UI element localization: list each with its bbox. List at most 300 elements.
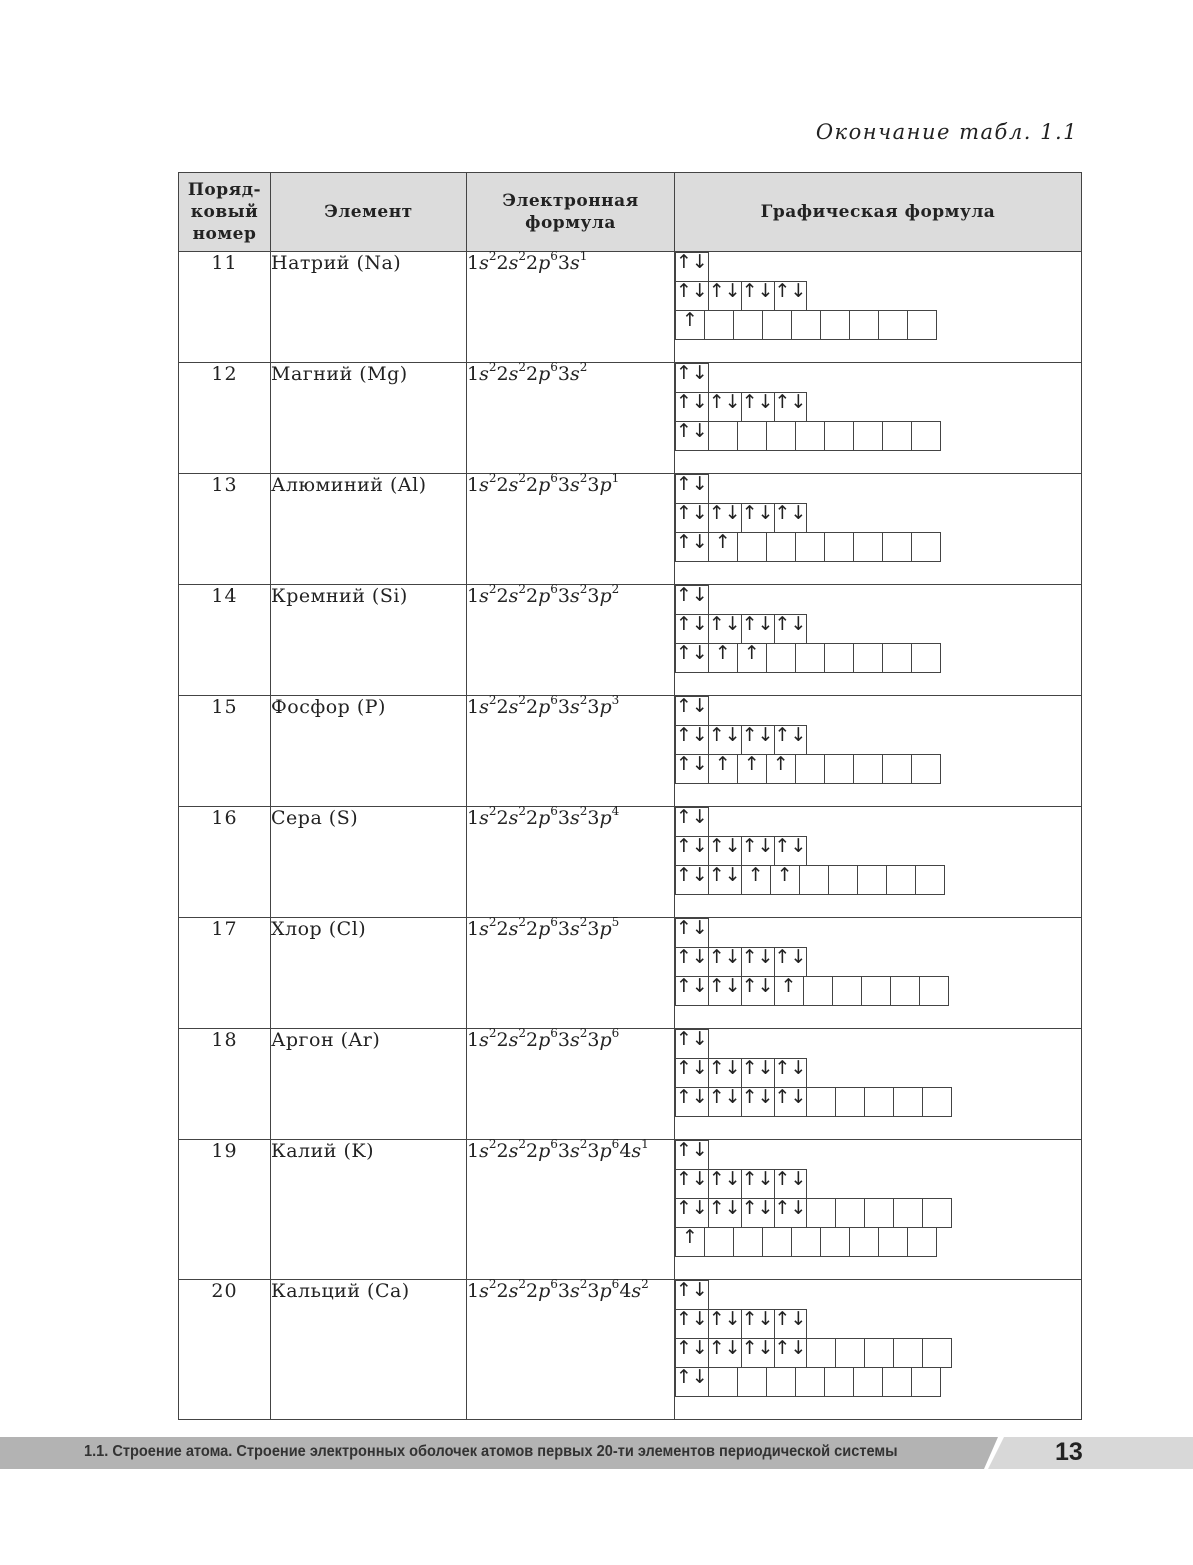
- formula-term: 2: [526, 918, 539, 940]
- orbital-empty-cell: [795, 755, 824, 784]
- electron-formula: [467, 915, 675, 1029]
- formula-term: 1: [467, 807, 480, 829]
- orbital-level: [675, 1338, 1081, 1368]
- formula-term: 1: [467, 1140, 480, 1162]
- formula-term: 1: [467, 585, 480, 607]
- orbital-paired-icon: ↑↓: [676, 808, 709, 837]
- orbital-single-icon: ↑: [774, 977, 803, 1006]
- orbital-single-icon: ↑: [737, 755, 766, 784]
- formula-exponent: 2: [518, 360, 526, 374]
- orbital-empty-cell: [766, 533, 795, 562]
- header-number: Поряд- ковый номер: [179, 173, 271, 252]
- formula-term: s: [570, 363, 580, 385]
- formula-term: 2: [526, 363, 539, 385]
- orbital-empty-cell: [807, 1088, 836, 1117]
- formula-exponent: 2: [579, 471, 588, 485]
- formula-exponent: 2: [518, 1137, 526, 1151]
- formula-exponent: 2: [611, 582, 620, 596]
- electron-formula: [467, 471, 675, 585]
- orbital-empty-cell: [792, 1228, 821, 1257]
- formula-term: s: [570, 252, 580, 274]
- electron-formula: [467, 1137, 675, 1280]
- orbital-paired-icon: ↑↓: [774, 837, 807, 866]
- atomic-number: 17: [179, 918, 271, 1029]
- orbital-empty-cell: [828, 866, 857, 895]
- orbital-paired-icon: ↑↓: [676, 1170, 709, 1199]
- formula-term: s: [479, 474, 489, 496]
- orbital-paired-icon: ↑↓: [676, 586, 709, 615]
- formula-exponent: 2: [488, 249, 497, 263]
- element-name: Сера (S): [271, 807, 467, 918]
- formula-term: s: [479, 918, 489, 940]
- table-row: [179, 585, 1082, 696]
- orbital-level: [675, 252, 1081, 282]
- orbital-empty-cell: [850, 311, 879, 340]
- formula-term: 3: [587, 918, 600, 940]
- orbital-paired-icon: ↑↓: [676, 948, 709, 977]
- orbital-paired-icon: ↑↓: [708, 282, 741, 311]
- table-row: [179, 1140, 1082, 1280]
- orbital-empty-cell: [915, 866, 944, 895]
- orbital-level: [675, 363, 1081, 393]
- orbital-paired-icon: ↑↓: [676, 977, 709, 1006]
- graphic-formula: [675, 918, 1082, 1029]
- formula-term: 4: [619, 1280, 632, 1302]
- table-row: [179, 474, 1082, 585]
- orbital-level: [675, 1309, 1081, 1339]
- orbital-empty-cell: [882, 1368, 911, 1397]
- orbital-empty-cell: [879, 1228, 908, 1257]
- orbital-level: [675, 392, 1081, 422]
- formula-term: 2: [496, 474, 509, 496]
- formula-term: 3: [587, 474, 600, 496]
- formula-term: s: [479, 363, 489, 385]
- table-body: [179, 249, 1082, 1420]
- orbital-level: [675, 421, 1081, 451]
- orbital-empty-cell: [923, 1339, 952, 1368]
- electron-formula: [467, 360, 675, 474]
- orbital-paired-icon: ↑↓: [741, 1088, 774, 1117]
- table-header-row: [179, 173, 1082, 252]
- formula-term: 2: [496, 1029, 509, 1051]
- atomic-number: 19: [179, 1140, 271, 1280]
- orbital-empty-cell: [824, 533, 853, 562]
- orbital-level: [675, 1029, 1081, 1059]
- formula-term: s: [570, 1029, 580, 1051]
- formula-exponent: 6: [611, 1026, 620, 1040]
- formula-term: s: [479, 252, 489, 274]
- formula-term: s: [479, 1280, 489, 1302]
- orbital-paired-icon: ↑↓: [774, 615, 807, 644]
- formula-exponent: 2: [641, 1277, 649, 1291]
- orbital-level: [675, 614, 1081, 644]
- orbital-paired-icon: ↑↓: [676, 1339, 709, 1368]
- formula-term: 2: [526, 1140, 539, 1162]
- formula-term: 2: [526, 696, 539, 718]
- orbital-empty-cell: [894, 1199, 923, 1228]
- orbital-empty-cell: [911, 755, 940, 784]
- formula-term: 1: [467, 918, 480, 940]
- formula-term: 1: [467, 252, 480, 274]
- atomic-number: 15: [179, 696, 271, 807]
- orbital-paired-icon: ↑↓: [774, 1088, 807, 1117]
- orbital-paired-icon: ↑↓: [708, 1310, 741, 1339]
- formula-exponent: 2: [488, 1137, 497, 1151]
- formula-term: s: [508, 1280, 519, 1302]
- formula-term: 1: [467, 1280, 480, 1302]
- orbital-empty-cell: [894, 1339, 923, 1368]
- formula-term: s: [479, 1140, 489, 1162]
- formula-term: p: [538, 474, 551, 496]
- graphic-formula: [675, 474, 1082, 585]
- orbital-paired-icon: ↑↓: [774, 1199, 807, 1228]
- formula-exponent: 2: [579, 915, 588, 929]
- formula-exponent: 4: [611, 804, 620, 818]
- formula-term: p: [599, 918, 612, 940]
- element-name: Фосфор (P): [271, 696, 467, 807]
- formula-term: s: [479, 807, 489, 829]
- orbital-empty-cell: [705, 1228, 734, 1257]
- orbital-paired-icon: ↑↓: [708, 977, 741, 1006]
- graphic-formula: [675, 1280, 1082, 1420]
- table-caption: Окончание табл. 1.1: [815, 120, 1078, 144]
- formula-exponent: 6: [550, 1277, 558, 1291]
- orbital-empty-cell: [766, 644, 795, 673]
- orbital-level: [675, 474, 1081, 504]
- orbital-level: [675, 836, 1081, 866]
- formula-exponent: 6: [550, 915, 558, 929]
- formula-term: 3: [587, 585, 600, 607]
- table-row: [179, 1029, 1082, 1140]
- orbital-empty-cell: [908, 1228, 937, 1257]
- electron-formula: [467, 1026, 675, 1140]
- orbital-empty-cell: [886, 866, 915, 895]
- orbital-paired-icon: ↑↓: [676, 615, 709, 644]
- orbital-paired-icon: ↑↓: [676, 1030, 709, 1059]
- orbital-single-icon: ↑: [766, 755, 795, 784]
- orbital-level: [675, 1058, 1081, 1088]
- orbital-level: [675, 1140, 1081, 1170]
- orbital-paired-icon: ↑↓: [708, 1059, 741, 1088]
- orbital-empty-cell: [908, 311, 937, 340]
- orbital-single-icon: ↑: [708, 755, 737, 784]
- orbital-level: [675, 1367, 1081, 1397]
- atomic-number: 13: [179, 474, 271, 585]
- orbital-empty-cell: [763, 311, 792, 340]
- orbital-paired-icon: ↑↓: [708, 948, 741, 977]
- formula-term: 3: [557, 918, 570, 940]
- table-row: [179, 918, 1082, 1029]
- orbital-empty-cell: [882, 533, 911, 562]
- orbital-empty-cell: [911, 644, 940, 673]
- formula-term: s: [570, 918, 580, 940]
- orbital-single-icon: ↑: [676, 1228, 705, 1257]
- orbital-paired-icon: ↑↓: [741, 504, 774, 533]
- orbital-paired-icon: ↑↓: [676, 697, 709, 726]
- orbital-empty-cell: [923, 1088, 952, 1117]
- formula-exponent: 2: [488, 1026, 497, 1040]
- orbital-paired-icon: ↑↓: [708, 1339, 741, 1368]
- graphic-formula: [675, 696, 1082, 807]
- orbital-empty-cell: [824, 1368, 853, 1397]
- orbital-empty-cell: [861, 977, 890, 1006]
- formula-term: 3: [557, 696, 570, 718]
- orbital-empty-cell: [911, 422, 940, 451]
- formula-exponent: 6: [550, 360, 558, 374]
- orbital-empty-cell: [737, 1368, 766, 1397]
- formula-term: 2: [496, 696, 509, 718]
- formula-exponent: 2: [579, 693, 588, 707]
- formula-exponent: 6: [611, 1137, 620, 1151]
- formula-term: 3: [557, 474, 570, 496]
- formula-exponent: 2: [518, 471, 526, 485]
- orbital-empty-cell: [882, 422, 911, 451]
- table-row: [179, 807, 1082, 918]
- orbital-paired-icon: ↑↓: [774, 1339, 807, 1368]
- electron-formula: [467, 582, 675, 696]
- graphic-formula: [675, 585, 1082, 696]
- header-formula: Электронная формула: [467, 173, 675, 252]
- orbital-paired-icon: ↑↓: [741, 1199, 774, 1228]
- orbital-level: [675, 725, 1081, 755]
- graphic-formula: [675, 807, 1082, 918]
- orbital-empty-cell: [853, 1368, 882, 1397]
- formula-exponent: 1: [579, 249, 588, 263]
- formula-exponent: 6: [550, 582, 558, 596]
- orbital-paired-icon: ↑↓: [741, 615, 774, 644]
- formula-term: 2: [496, 252, 509, 274]
- orbital-empty-cell: [795, 533, 824, 562]
- orbital-paired-icon: ↑↓: [774, 504, 807, 533]
- orbital-empty-cell: [734, 311, 763, 340]
- page-footer: [0, 1437, 1193, 1469]
- formula-term: 3: [557, 585, 570, 607]
- formula-exponent: 2: [579, 1137, 588, 1151]
- element-name: Калий (K): [271, 1140, 467, 1280]
- orbital-empty-cell: [821, 311, 850, 340]
- orbital-paired-icon: ↑↓: [741, 1310, 774, 1339]
- formula-exponent: 2: [579, 360, 588, 374]
- orbital-empty-cell: [865, 1199, 894, 1228]
- formula-term: s: [479, 696, 489, 718]
- graphic-formula: [675, 1029, 1082, 1140]
- formula-term: p: [599, 585, 612, 607]
- formula-term: 3: [587, 1029, 600, 1051]
- orbital-empty-cell: [795, 422, 824, 451]
- orbital-empty-cell: [911, 1368, 940, 1397]
- header-graphic: Графическая формула: [675, 173, 1082, 252]
- formula-term: s: [570, 696, 580, 718]
- orbital-level: [675, 310, 1081, 340]
- formula-exponent: 6: [550, 249, 558, 263]
- orbital-paired-icon: ↑↓: [676, 1281, 709, 1310]
- element-name: Кальций (Ca): [271, 1280, 467, 1420]
- formula-term: p: [538, 1029, 551, 1051]
- orbital-single-icon: ↑: [770, 866, 799, 895]
- orbital-empty-cell: [792, 311, 821, 340]
- electron-config-table: [178, 172, 1082, 1420]
- orbital-single-icon: ↑: [708, 533, 737, 562]
- formula-term: 1: [467, 1029, 480, 1051]
- orbital-empty-cell: [737, 533, 766, 562]
- orbital-empty-cell: [708, 1368, 737, 1397]
- orbital-paired-icon: ↑↓: [741, 1170, 774, 1199]
- formula-exponent: 2: [488, 360, 497, 374]
- orbital-paired-icon: ↑↓: [676, 726, 709, 755]
- orbital-empty-cell: [737, 422, 766, 451]
- formula-term: s: [570, 474, 580, 496]
- orbital-empty-cell: [894, 1088, 923, 1117]
- formula-exponent: 2: [579, 1026, 588, 1040]
- graphic-formula: [675, 252, 1082, 363]
- orbital-paired-icon: ↑↓: [676, 837, 709, 866]
- orbital-level: [675, 643, 1081, 673]
- orbital-paired-icon: ↑↓: [708, 726, 741, 755]
- formula-exponent: 6: [550, 1137, 558, 1151]
- orbital-empty-cell: [795, 1368, 824, 1397]
- header-element: Элемент: [271, 173, 467, 252]
- orbital-paired-icon: ↑↓: [676, 475, 709, 504]
- orbital-paired-icon: ↑↓: [676, 504, 709, 533]
- formula-exponent: 2: [518, 582, 526, 596]
- orbital-empty-cell: [853, 644, 882, 673]
- orbital-level: [675, 1169, 1081, 1199]
- formula-term: 3: [557, 363, 570, 385]
- formula-term: 3: [557, 1280, 570, 1302]
- orbital-empty-cell: [853, 533, 882, 562]
- formula-term: s: [479, 585, 489, 607]
- formula-term: p: [538, 363, 551, 385]
- element-name: Натрий (Na): [271, 252, 467, 363]
- formula-term: s: [570, 1280, 580, 1302]
- orbital-single-icon: ↑: [676, 311, 705, 340]
- formula-exponent: 2: [488, 915, 497, 929]
- formula-term: 2: [496, 1280, 509, 1302]
- orbital-paired-icon: ↑↓: [676, 919, 709, 948]
- formula-term: p: [538, 918, 551, 940]
- orbital-paired-icon: ↑↓: [774, 393, 807, 422]
- orbital-paired-icon: ↑↓: [741, 977, 774, 1006]
- formula-term: 3: [587, 807, 600, 829]
- formula-term: p: [538, 1280, 551, 1302]
- electron-formula: [467, 693, 675, 807]
- formula-term: p: [599, 807, 612, 829]
- electron-formula: [467, 804, 675, 918]
- orbital-paired-icon: ↑↓: [708, 866, 741, 895]
- orbital-empty-cell: [824, 644, 853, 673]
- graphic-formula: [675, 1140, 1082, 1280]
- atomic-number: 11: [179, 252, 271, 363]
- orbital-paired-icon: ↑↓: [774, 1170, 807, 1199]
- orbital-paired-icon: ↑↓: [676, 1088, 709, 1117]
- formula-exponent: 2: [488, 471, 497, 485]
- orbital-empty-cell: [879, 311, 908, 340]
- orbital-empty-cell: [836, 1339, 865, 1368]
- element-name: Аргон (Ar): [271, 1029, 467, 1140]
- orbital-empty-cell: [890, 977, 919, 1006]
- formula-exponent: 6: [550, 693, 558, 707]
- orbital-paired-icon: ↑↓: [774, 1059, 807, 1088]
- orbital-paired-icon: ↑↓: [741, 282, 774, 311]
- orbital-empty-cell: [923, 1199, 952, 1228]
- orbital-paired-icon: ↑↓: [676, 1141, 709, 1170]
- formula-term: p: [538, 585, 551, 607]
- formula-exponent: 2: [488, 1277, 497, 1291]
- orbital-empty-cell: [795, 644, 824, 673]
- formula-term: 1: [467, 696, 480, 718]
- formula-term: s: [570, 1140, 580, 1162]
- formula-exponent: 2: [518, 249, 526, 263]
- orbital-paired-icon: ↑↓: [676, 393, 709, 422]
- formula-term: 2: [496, 363, 509, 385]
- formula-term: 3: [557, 1029, 570, 1051]
- formula-exponent: 2: [579, 804, 588, 818]
- table-row: [179, 1280, 1082, 1420]
- formula-term: 4: [619, 1140, 632, 1162]
- formula-exponent: 2: [518, 1277, 526, 1291]
- electron-formula: [467, 249, 675, 363]
- orbital-level: [675, 1280, 1081, 1310]
- orbital-paired-icon: ↑↓: [774, 726, 807, 755]
- orbital-level: [675, 281, 1081, 311]
- orbital-empty-cell: [708, 422, 737, 451]
- formula-exponent: 2: [488, 804, 497, 818]
- formula-term: p: [599, 1029, 612, 1051]
- table-row: [179, 363, 1082, 474]
- orbital-empty-cell: [807, 1339, 836, 1368]
- orbital-paired-icon: ↑↓: [741, 726, 774, 755]
- formula-term: p: [538, 807, 551, 829]
- orbital-empty-cell: [882, 644, 911, 673]
- orbital-paired-icon: ↑↓: [676, 755, 709, 784]
- orbital-empty-cell: [865, 1339, 894, 1368]
- orbital-empty-cell: [763, 1228, 792, 1257]
- formula-term: 2: [496, 918, 509, 940]
- formula-term: 2: [526, 585, 539, 607]
- formula-term: s: [570, 585, 580, 607]
- orbital-empty-cell: [853, 755, 882, 784]
- orbital-empty-cell: [705, 311, 734, 340]
- orbital-paired-icon: ↑↓: [676, 1310, 709, 1339]
- orbital-paired-icon: ↑↓: [741, 1339, 774, 1368]
- orbital-paired-icon: ↑↓: [708, 1088, 741, 1117]
- orbital-paired-icon: ↑↓: [741, 837, 774, 866]
- formula-term: 1: [467, 363, 480, 385]
- orbital-paired-icon: ↑↓: [708, 615, 741, 644]
- formula-term: 2: [526, 474, 539, 496]
- orbital-paired-icon: ↑↓: [676, 364, 709, 393]
- formula-term: 3: [587, 696, 600, 718]
- formula-term: s: [508, 252, 519, 274]
- orbital-empty-cell: [836, 1199, 865, 1228]
- formula-term: s: [508, 585, 519, 607]
- formula-term: 3: [587, 1280, 600, 1302]
- formula-exponent: 6: [611, 1277, 620, 1291]
- formula-exponent: 2: [518, 1026, 526, 1040]
- formula-exponent: 6: [550, 1026, 558, 1040]
- orbital-paired-icon: ↑↓: [774, 948, 807, 977]
- orbital-paired-icon: ↑↓: [676, 866, 709, 895]
- formula-term: p: [538, 696, 551, 718]
- formula-term: 2: [526, 1280, 539, 1302]
- element-name: Алюминий (Al): [271, 474, 467, 585]
- orbital-empty-cell: [882, 755, 911, 784]
- orbital-level: [675, 696, 1081, 726]
- element-name: Хлор (Cl): [271, 918, 467, 1029]
- orbital-paired-icon: ↑↓: [676, 282, 709, 311]
- orbital-paired-icon: ↑↓: [676, 1059, 709, 1088]
- orbital-level: [675, 947, 1081, 977]
